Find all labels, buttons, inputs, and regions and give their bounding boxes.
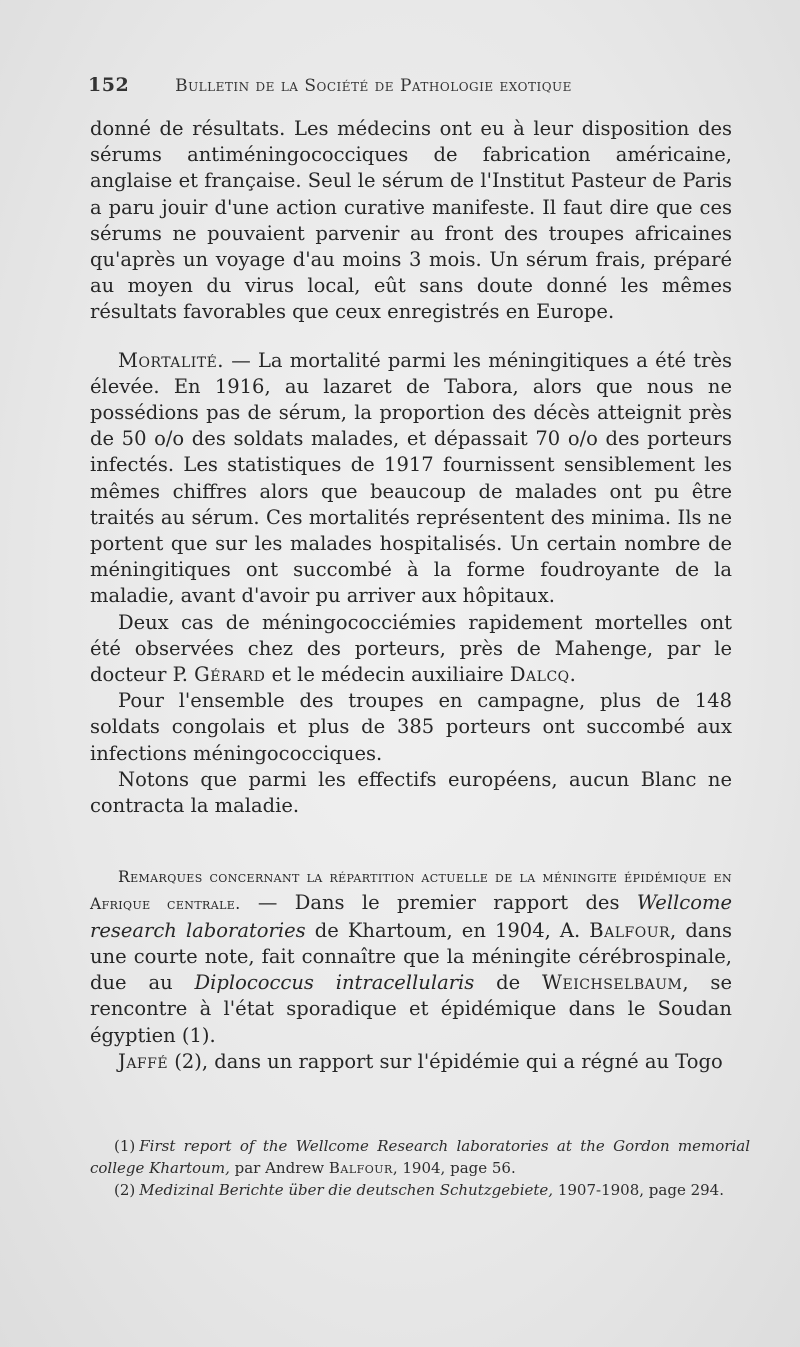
paragraph-remarques-text-d: de [474,971,543,995]
italic-wellcome-laboratories: Wellcome research laboratories [90,891,732,942]
paragraph-remarques-text-a: — Dans le premier rapport des [240,891,637,915]
footnote-1-text-b: , 1904, page 56. [392,1159,516,1177]
footnote-2-mark: (2) [114,1181,136,1199]
paragraph-meningococcemies-text-a: Deux cas de méningococciémies rapidement mortelles ont été observées chez des porteurs, près de Mahenge, par le docteur P. [90,610,732,687]
author-name-dalcq: Dalcq [509,663,570,687]
paragraph-remarques-text-c: , dans une courte note, fait connaître que la méningite cérébrospinale, due au [90,918,733,995]
author-name-weichselbaum: Weichselbaum [542,971,683,995]
paragraph-europeens: Notons que parmi les effectifs européens, aucun Blanc ne contracta la maladie. [90,767,732,818]
author-name-jaffe: Jaffé [118,1049,169,1073]
paragraph-remarques [90,863,732,1048]
footnote-1-text-a: par Andrew [229,1159,329,1177]
paragraph-troupes: Pour l'ensemble des troupes en campagne, plus de 148 soldats congolais et plus de 385 porteurs ont succombé aux infections méningococciques. [90,689,732,765]
footnote-2-text-b: 1907-1908, page 294. [553,1181,724,1199]
paragraph-jaffe-text: (2), dans un rapport sur l'épidémie qui a régné au Togo [168,1049,723,1073]
footnote-1-title: First report of the Wellcome Research laboratories at the Gordon memorial college Khartoum, [90,1137,750,1177]
paragraph-jaffe [90,1049,732,1075]
footnote-1-mark: (1) [114,1137,136,1155]
paragraph-mortalite-text: — La mortalité parmi les méningitiques a été très élevée. En 1916, au lazaret de Tabora, alors que nous ne possédions pas de sérum, la proportion des décès atteignit près de 50 o/o des soldats malades, et dépassait 70 o/o des porteurs infectés. Les statistiques de 1917 fournissent sensiblement les mêmes chiffres alors que beaucoup de malades ont pu être traités au sérum. Ces mortalités représentent des minima. Ils ne portent que sur les malades hospitalisés. Un certain nombre de méningitiques ont succombé à la forme foudroyante de la maladie, avant d'avoir pu arriver aux hôpitaux. [90,348,732,608]
footnote-2 [90,1179,750,1201]
section-heading-mortalite: Mortalité. [118,348,225,372]
italic-diplococcus: Diplococcus intracellularis [194,971,475,995]
page-header [88,74,748,96]
paragraph-mortalite [90,348,732,610]
paragraph-remarques-text-e: , se rencontre à l'état sporadique et épidémique dans le Soudan égyptien (1). [90,971,732,1047]
page-number: 152 [88,74,130,96]
body-text [90,116,732,1075]
footnotes [90,1135,750,1201]
paragraph-meningococcemies-text-b: et le médecin auxiliaire [265,663,510,687]
author-name-gerard: Gérard [194,663,266,687]
paragraph-meningococcemies-text-c: . [569,663,576,687]
paragraph-serum-results: donné de résultats. Les médecins ont eu à leur disposition des sérums antiméningococciques de fabrication américaine, anglaise et française. Seul le sérum de l'Institut Pasteur de Paris a paru jouir d'une action curative manifeste. Il faut dire que ces sérums ne pouvaient parvenir au front des troupes africaines qu'après un voyage d'au moins 3 mois. Un sérum frais, préparé au moyen du virus local, eût sans doute donné les mêmes résultats favorables que ceux enregistrés en Europe. [90,117,732,324]
footnote-2-title: Medizinal Berichte über die deutschen Schutzgebiete, [139,1181,554,1199]
footnote-1-author: Balfour [328,1159,393,1177]
section-heading-remarques: Remarques concernant la répartition actuelle de la méningite épidémique en Afrique centrale. [90,868,732,914]
paragraph-meningococcemies [90,610,732,689]
author-name-balfour: Balfour [589,918,671,942]
running-title: Bulletin de la Société de Pathologie exotique [175,76,572,96]
footnote-1 [90,1135,750,1179]
paragraph-remarques-text-b: de Khartoum, en 1904, A. [305,918,590,942]
